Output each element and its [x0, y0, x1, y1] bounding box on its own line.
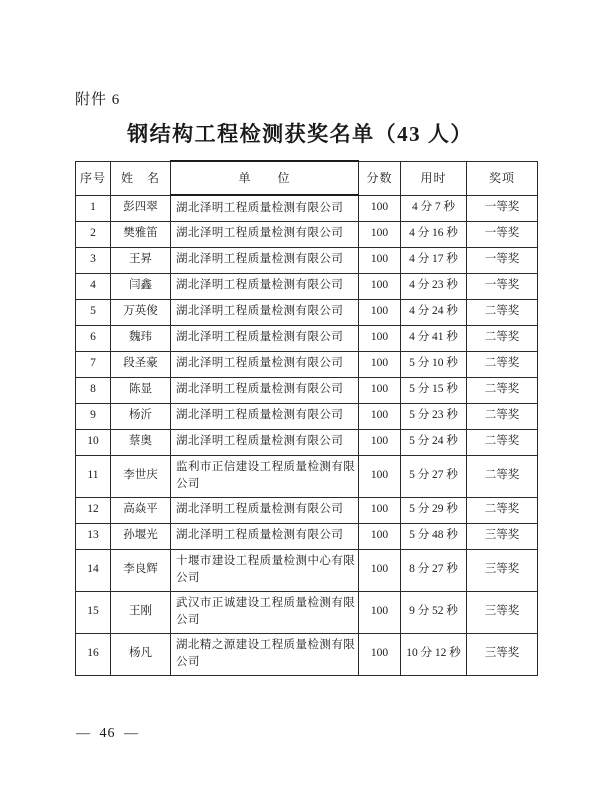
cell-name: 闫鑫 — [111, 273, 171, 299]
cell-unit: 湖北泽明工程质量检测有限公司 — [171, 195, 359, 221]
cell-time: 4 分 23 秒 — [401, 273, 467, 299]
table-row — [76, 429, 538, 455]
cell-time: 5 分 15 秒 — [401, 377, 467, 403]
cell-no: 2 — [76, 221, 111, 247]
cell-time: 4 分 24 秒 — [401, 299, 467, 325]
table-header-row — [76, 161, 538, 195]
cell-score: 100 — [359, 247, 401, 273]
cell-name: 李世庆 — [111, 455, 171, 497]
column-header-award: 奖项 — [467, 161, 538, 195]
cell-name: 孙堰光 — [111, 523, 171, 549]
cell-no: 13 — [76, 523, 111, 549]
cell-no: 12 — [76, 497, 111, 523]
cell-unit: 湖北泽明工程质量检测有限公司 — [171, 221, 359, 247]
cell-unit: 湖北泽明工程质量检测有限公司 — [171, 497, 359, 523]
cell-no: 15 — [76, 591, 111, 633]
table-row — [76, 633, 538, 675]
column-header-unit: 单 位 — [171, 161, 359, 195]
cell-name: 陈显 — [111, 377, 171, 403]
cell-score: 100 — [359, 325, 401, 351]
cell-name: 王刚 — [111, 591, 171, 633]
cell-time: 4 分 17 秒 — [401, 247, 467, 273]
cell-name: 彭四翠 — [111, 195, 171, 221]
cell-award: 一等奖 — [467, 195, 538, 221]
cell-time: 5 分 23 秒 — [401, 403, 467, 429]
cell-no: 1 — [76, 195, 111, 221]
cell-time: 5 分 24 秒 — [401, 429, 467, 455]
table-row — [76, 299, 538, 325]
cell-score: 100 — [359, 377, 401, 403]
cell-time: 4 分 41 秒 — [401, 325, 467, 351]
cell-unit: 武汉市正诚建设工程质量检测有限公司 — [171, 591, 359, 633]
cell-award: 二等奖 — [467, 351, 538, 377]
cell-score: 100 — [359, 549, 401, 591]
cell-score: 100 — [359, 351, 401, 377]
cell-no: 9 — [76, 403, 111, 429]
cell-unit: 湖北泽明工程质量检测有限公司 — [171, 325, 359, 351]
cell-name: 段圣豪 — [111, 351, 171, 377]
cell-score: 100 — [359, 299, 401, 325]
cell-award: 二等奖 — [467, 299, 538, 325]
cell-score: 100 — [359, 221, 401, 247]
cell-score: 100 — [359, 455, 401, 497]
cell-time: 4 分 7 秒 — [401, 195, 467, 221]
table-row — [76, 195, 538, 221]
cell-no: 6 — [76, 325, 111, 351]
table-row — [76, 325, 538, 351]
cell-unit: 湖北泽明工程质量检测有限公司 — [171, 273, 359, 299]
table-row — [76, 351, 538, 377]
cell-name: 高焱平 — [111, 497, 171, 523]
cell-score: 100 — [359, 273, 401, 299]
cell-award: 三等奖 — [467, 633, 538, 675]
cell-unit: 湖北泽明工程质量检测有限公司 — [171, 247, 359, 273]
cell-award: 三等奖 — [467, 523, 538, 549]
cell-no: 7 — [76, 351, 111, 377]
cell-score: 100 — [359, 633, 401, 675]
cell-unit: 十堰市建设工程质量检测中心有限公司 — [171, 549, 359, 591]
table-row — [76, 273, 538, 299]
cell-score: 100 — [359, 429, 401, 455]
column-header-score: 分数 — [359, 161, 401, 195]
column-header-name: 姓 名 — [111, 161, 171, 195]
cell-unit: 湖北泽明工程质量检测有限公司 — [171, 523, 359, 549]
cell-award: 一等奖 — [467, 273, 538, 299]
cell-name: 魏玮 — [111, 325, 171, 351]
cell-score: 100 — [359, 403, 401, 429]
cell-award: 二等奖 — [467, 377, 538, 403]
table-row — [76, 591, 538, 633]
table-row — [76, 523, 538, 549]
table-row — [76, 377, 538, 403]
cell-score: 100 — [359, 497, 401, 523]
cell-name: 蔡奥 — [111, 429, 171, 455]
cell-unit: 监利市正信建设工程质量检测有限公司 — [171, 455, 359, 497]
cell-name: 樊雅笛 — [111, 221, 171, 247]
cell-name: 王昇 — [111, 247, 171, 273]
cell-score: 100 — [359, 195, 401, 221]
cell-name: 杨沂 — [111, 403, 171, 429]
table-row — [76, 497, 538, 523]
cell-unit: 湖北泽明工程质量检测有限公司 — [171, 429, 359, 455]
cell-award: 三等奖 — [467, 549, 538, 591]
cell-award: 三等奖 — [467, 591, 538, 633]
cell-time: 5 分 29 秒 — [401, 497, 467, 523]
cell-award: 二等奖 — [467, 455, 538, 497]
cell-time: 10 分 12 秒 — [401, 633, 467, 675]
cell-no: 8 — [76, 377, 111, 403]
cell-no: 14 — [76, 549, 111, 591]
column-header-time: 用时 — [401, 161, 467, 195]
cell-time: 5 分 10 秒 — [401, 351, 467, 377]
cell-no: 5 — [76, 299, 111, 325]
cell-time: 5 分 27 秒 — [401, 455, 467, 497]
cell-time: 9 分 52 秒 — [401, 591, 467, 633]
cell-unit: 湖北泽明工程质量检测有限公司 — [171, 299, 359, 325]
table-row — [76, 455, 538, 497]
cell-award: 一等奖 — [467, 247, 538, 273]
page-title: 钢结构工程检测获奖名单（43 人） — [127, 122, 473, 146]
cell-award: 二等奖 — [467, 429, 538, 455]
cell-unit: 湖北泽明工程质量检测有限公司 — [171, 377, 359, 403]
cell-unit: 湖北精之源建设工程质量检测有限公司 — [171, 633, 359, 675]
cell-award: 二等奖 — [467, 497, 538, 523]
cell-time: 4 分 16 秒 — [401, 221, 467, 247]
cell-score: 100 — [359, 523, 401, 549]
table-row — [76, 247, 538, 273]
column-header-no: 序号 — [76, 161, 111, 195]
cell-no: 11 — [76, 455, 111, 497]
cell-award: 二等奖 — [467, 403, 538, 429]
page-number: — 46 — — [76, 726, 139, 741]
cell-name: 万英俊 — [111, 299, 171, 325]
table-body — [76, 195, 538, 675]
table-row — [76, 221, 538, 247]
cell-no: 4 — [76, 273, 111, 299]
cell-name: 李良辉 — [111, 549, 171, 591]
attachment-label: 附件 6 — [75, 92, 121, 108]
cell-time: 5 分 48 秒 — [401, 523, 467, 549]
table-row — [76, 549, 538, 591]
cell-award: 一等奖 — [467, 221, 538, 247]
cell-no: 10 — [76, 429, 111, 455]
cell-score: 100 — [359, 591, 401, 633]
cell-name: 杨凡 — [111, 633, 171, 675]
cell-no: 3 — [76, 247, 111, 273]
cell-time: 8 分 27 秒 — [401, 549, 467, 591]
cell-award: 二等奖 — [467, 325, 538, 351]
award-table — [75, 160, 538, 676]
cell-no: 16 — [76, 633, 111, 675]
table-row — [76, 403, 538, 429]
cell-unit: 湖北泽明工程质量检测有限公司 — [171, 403, 359, 429]
cell-unit: 湖北泽明工程质量检测有限公司 — [171, 351, 359, 377]
